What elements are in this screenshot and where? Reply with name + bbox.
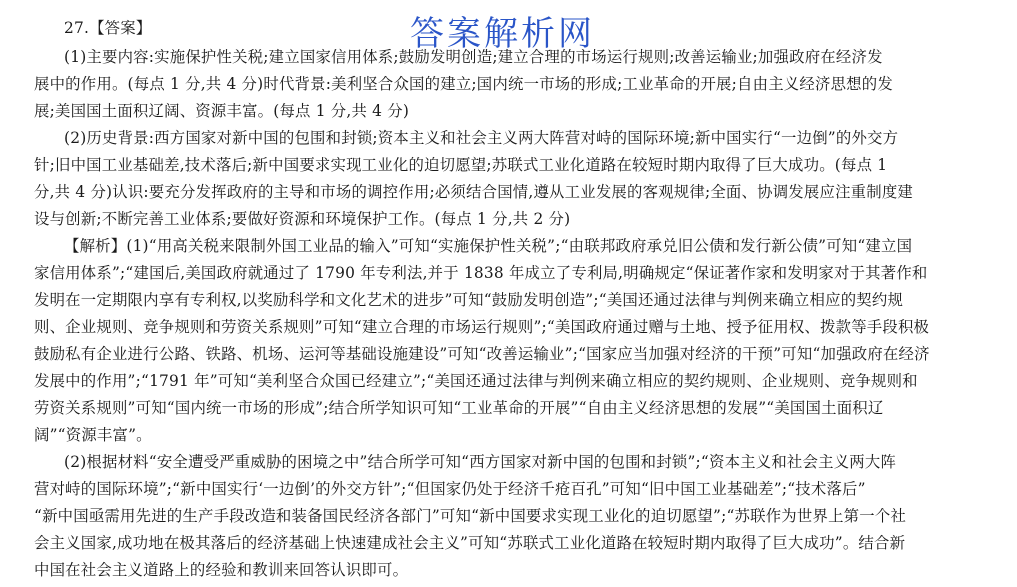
text-line: 会主义国家,成功地在极其落后的经济基础上快速建成社会主义”可知“苏联式工业化道路在较短时期内取得了巨大成功”。结合新 xyxy=(34,534,906,552)
text-line: 阔”“资源丰富”。 xyxy=(34,426,152,444)
analysis-heading-line: 【解析】(1)“用高关税来限制外国工业品的输入”可知“实施保护性关税”;“由联邦政府承兑旧公债和发行新公债”可知“建立国 xyxy=(64,237,913,255)
text-line: 展;美国国土面积辽阔、资源丰富。(每点 1 分,共 4 分) xyxy=(34,102,410,120)
answer-header: 27.【答案】 xyxy=(64,19,152,37)
text-line: (2)历史背景:西方国家对新中国的包围和封锁;资本主义和社会主义两大阵营对峙的国际环境;新中国实行“一边倒”的外交方 xyxy=(64,129,899,147)
text-line: 家信用体系”;“建国后,美国政府就通过了 1790 年专利法,并于 1838 年成立了专利局,明确规定“保证著作家和发明家对于其著作和 xyxy=(34,264,928,282)
text-line: 分,共 4 分)认识:要充分发挥政府的主导和市场的调控作用;必须结合国情,遵从工业发展的客观规律;全面、协调发展应注重制度建 xyxy=(34,183,914,201)
text-line: (2)根据材料“安全遭受严重威胁的困境之中”结合所学可知“西方国家对新中国的包围和封锁”;“资本主义和社会主义两大阵 xyxy=(64,453,897,471)
text-line: 营对峙的国际环境”;“新中国实行‘一边倒’的外交方针”;“但国家仍处于经济千疮百孔”可知“旧中国工业基础差”;“技术落后” xyxy=(34,480,866,498)
text-line: “新中国亟需用先进的生产手段改造和装备国民经济各部门”可知“新中国要求实现工业化的迫切愿望”;“苏联作为世界上第一个社 xyxy=(34,507,907,525)
text-line: 针;旧中国工业基础差,技术落后;新中国要求实现工业化的迫切愿望;苏联式工业化道路在较短时期内取得了巨大成功。(每点 1 xyxy=(34,156,888,174)
text-line: (1)主要内容:实施保护性关税;建立国家信用体系;鼓励发明创造;建立合理的市场运行规则;改善运输业;加强政府在经济发 xyxy=(64,48,883,66)
text-line: 劳资关系规则”可知“国内统一市场的形成”;结合所学知识可知“工业革命的开展”“自由主义经济思想的发展”“美国国土面积辽 xyxy=(34,399,884,417)
text-line: 中国在社会主义道路上的经验和教训来回答认识即可。 xyxy=(34,561,409,579)
text-line: 发明在一定期限内享有专利权,以奖励科学和文化艺术的进步”可知“鼓励发明创造”;“美国还通过法律与判例来确立相应的契约规 xyxy=(34,291,904,309)
text-line: 则、企业规则、竞争规则和劳资关系规则”可知“建立合理的市场运行规则”;“美国政府通过赠与土地、授予征用权、拨款等手段积极 xyxy=(34,318,930,336)
text-line: 设与创新;不断完善工业体系;要做好资源和环境保护工作。(每点 1 分,共 2 分) xyxy=(34,210,571,228)
watermark-logo: 答案解析网 xyxy=(410,14,595,54)
text-line: 发展中的作用”;“1791 年”可知“美利坚合众国已经建立”;“美国还通过法律与判例来确立相应的契约规则、企业规则、竞争规则和 xyxy=(34,372,918,390)
text-line: 鼓励私有企业进行公路、铁路、机场、运河等基础设施建设”可知“改善运输业”;“国家应当加强对经济的干预”可知“加强政府在经济 xyxy=(34,345,930,363)
text-line: 展中的作用。(每点 1 分,共 4 分)时代背景:美利坚合众国的建立;国内统一市场的形成;工业革命的开展;自由主义经济思想的发 xyxy=(34,75,893,93)
